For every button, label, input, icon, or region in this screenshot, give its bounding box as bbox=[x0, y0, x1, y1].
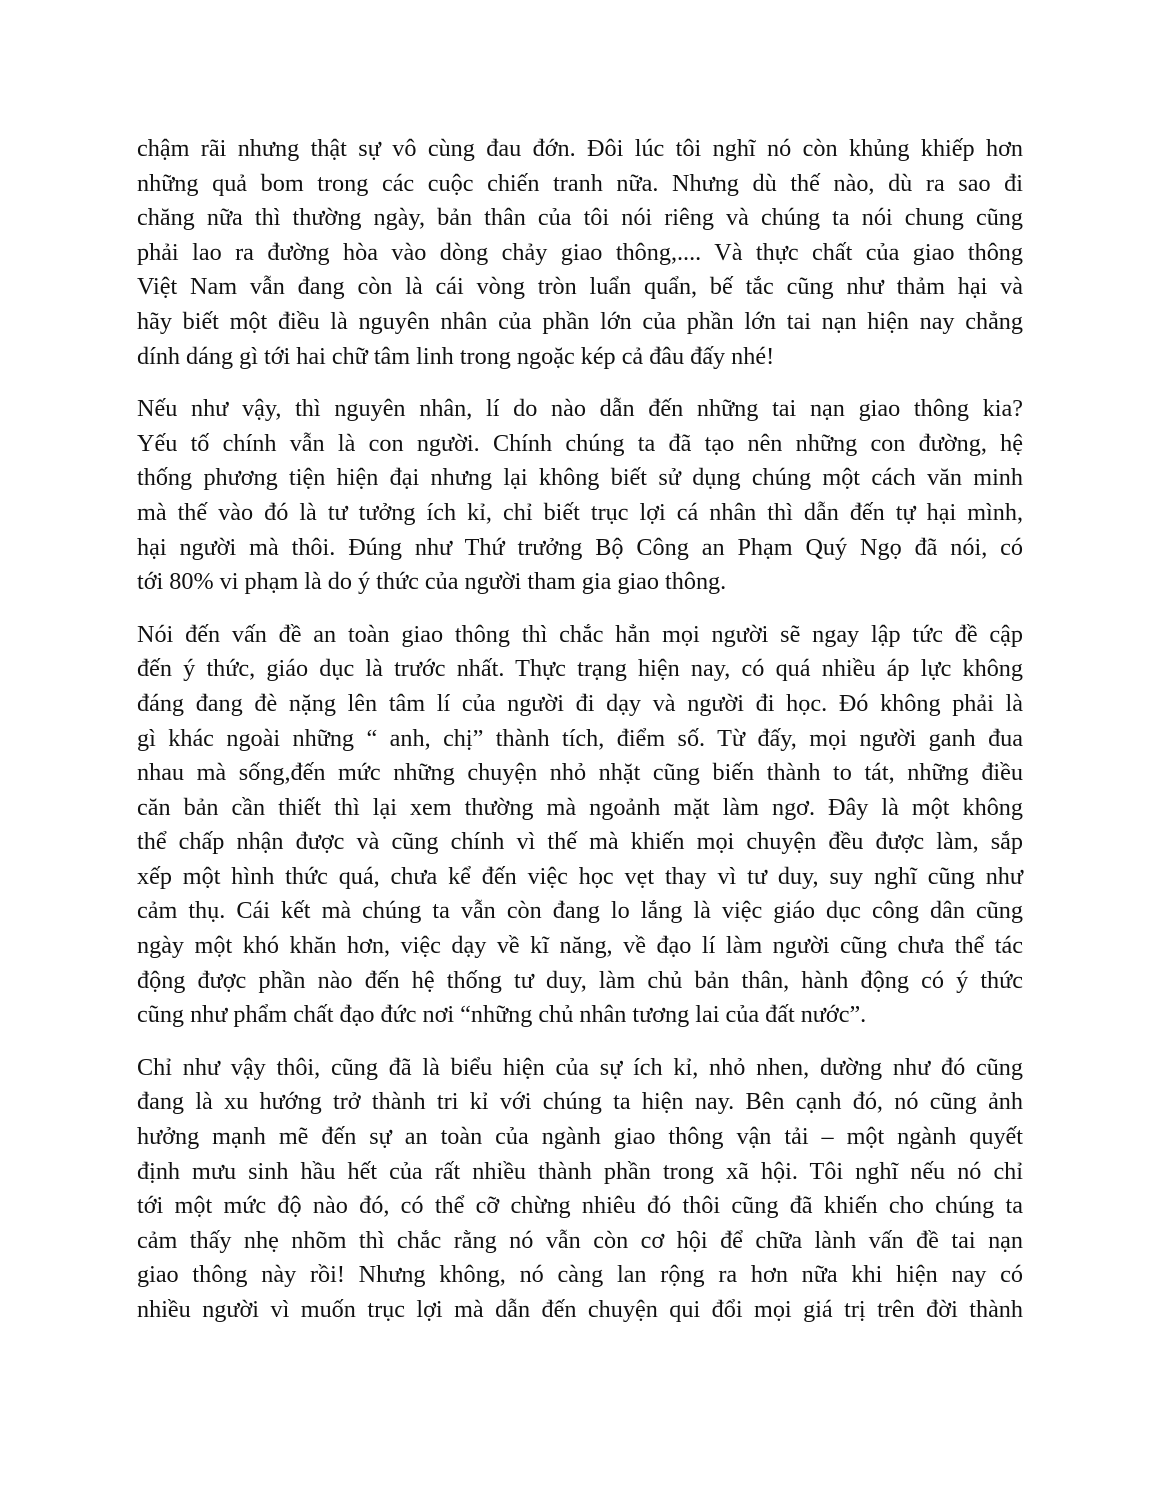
text-line: Nói đến vấn đề an toàn giao thông thì chắc hẳn mọi người sẽ ngay lập tức đề cập bbox=[137, 620, 1023, 648]
text-line: đang là xu hướng trở thành tri kỉ với chúng ta hiện nay. Bên cạnh đó, nó cũng ảnh bbox=[137, 1088, 1023, 1116]
text-line: xếp một hình thức quá, chưa kể đến việc học vẹt thay vì tư duy, suy nghĩ cũng như bbox=[137, 862, 1023, 890]
paragraph-3 bbox=[137, 618, 1023, 1033]
text-line: ngày một khó khăn hơn, việc dạy về kĩ năng, về đạo lí làm người cũng chưa thể tác bbox=[137, 932, 1023, 960]
paragraph-2 bbox=[137, 392, 1023, 600]
document-page bbox=[137, 132, 1023, 1346]
text-line: cũng như phẩm chất đạo đức nơi “những chủ nhân tương lai của đất nước”. bbox=[137, 1001, 867, 1029]
text-line: cảm thấy nhẹ nhõm thì chắc rằng nó vẫn còn cơ hội để chữa lành vấn đề tai nạn bbox=[137, 1226, 1023, 1254]
text-line: Yếu tố chính vẫn là con người. Chính chúng ta đã tạo nên những con đường, hệ bbox=[137, 429, 1023, 457]
text-line: nhiều người vì muốn trục lợi mà dẫn đến chuyện qui đổi mọi giá trị trên đời thành bbox=[137, 1296, 1023, 1323]
text-line: nhau mà sống,đến mức những chuyện nhỏ nhặt cũng biến thành to tát, những điều bbox=[137, 759, 1023, 787]
text-line: dính dáng gì tới hai chữ tâm linh trong ngoặc kép cả đâu đấy nhé! bbox=[137, 342, 775, 370]
text-line: cảm thụ. Cái kết mà chúng ta vẫn còn đang lo lắng là việc giáo dục công dân cũng bbox=[137, 897, 1023, 925]
text-line: chăng nữa thì thường ngày, bản thân của tôi nói riêng và chúng ta nói chung cũng bbox=[137, 204, 1023, 232]
text-line: giao thông này rồi! Nhưng không, nó càng lan rộng ra hơn nữa khi hiện nay có bbox=[137, 1261, 1023, 1289]
text-line: gì khác ngoài những “ anh, chị” thành tích, điểm số. Từ đấy, mọi người ganh đua bbox=[137, 724, 1023, 752]
text-line: Nếu như vậy, thì nguyên nhân, lí do nào dẫn đến những tai nạn giao thông kia? bbox=[137, 395, 1023, 423]
paragraph-4 bbox=[137, 1051, 1023, 1328]
paragraph-1 bbox=[137, 132, 1023, 374]
text-line: động được phần nào đến hệ thống tư duy, làm chủ bản thân, hành động có ý thức bbox=[137, 966, 1023, 994]
text-line: tới một mức độ nào đó, có thể cỡ chừng nhiêu đó thôi cũng đã khiến cho chúng ta bbox=[137, 1192, 1023, 1220]
text-line: những quả bom trong các cuộc chiến tranh nữa. Nhưng dù thế nào, dù ra sao đi bbox=[137, 169, 1023, 197]
text-line: chậm rãi nhưng thật sự vô cùng đau đớn. Đôi lúc tôi nghĩ nó còn khủng khiếp hơn bbox=[137, 135, 1023, 162]
text-line: mà thế vào đó là tư tưởng ích kỉ, chỉ biết trục lợi cá nhân thì dẫn đến tự hại mình, bbox=[137, 498, 1023, 526]
text-line: căn bản cần thiết thì lại xem thường mà ngoảnh mặt làm ngơ. Đây là một không bbox=[137, 793, 1023, 821]
text-line: Chỉ như vậy thôi, cũng đã là biểu hiện của sự ích kỉ, nhỏ nhen, dường như đó cũng bbox=[137, 1053, 1023, 1081]
text-line: hại người mà thôi. Đúng như Thứ trưởng Bộ Công an Phạm Quý Ngọ đã nói, có bbox=[137, 533, 1023, 561]
text-line: đáng đang đè nặng lên tâm lí của người đi dạy và người đi học. Đó không phải là bbox=[137, 689, 1023, 717]
text-line: hưởng mạnh mẽ đến sự an toàn của ngành giao thông vận tải – một ngành quyết bbox=[137, 1123, 1023, 1151]
text-line: đến ý thức, giáo dục là trước nhất. Thực trạng hiện nay, có quá nhiều áp lực không bbox=[137, 655, 1023, 683]
text-line: thống phương tiện hiện đại nhưng lại không biết sử dụng chúng một cách văn minh bbox=[137, 464, 1023, 492]
text-line: phải lao ra đường hòa vào dòng chảy giao thông,.... Và thực chất của giao thông bbox=[137, 238, 1023, 266]
text-line: hãy biết một điều là nguyên nhân của phần lớn của phần lớn tai nạn hiện nay chẳng bbox=[137, 307, 1023, 335]
text-line: Việt Nam vẫn đang còn là cái vòng tròn luẩn quẩn, bế tắc cũng như thảm hại và bbox=[137, 273, 1023, 301]
text-line: thể chấp nhận được và cũng chính vì thế mà khiến mọi chuyện đều được làm, sắp bbox=[137, 828, 1023, 856]
text-line: tới 80% vi phạm là do ý thức của người tham gia giao thông. bbox=[137, 568, 727, 596]
text-line: định mưu sinh hầu hết của rất nhiều thành phần trong xã hội. Tôi nghĩ nếu nó chỉ bbox=[137, 1157, 1023, 1185]
